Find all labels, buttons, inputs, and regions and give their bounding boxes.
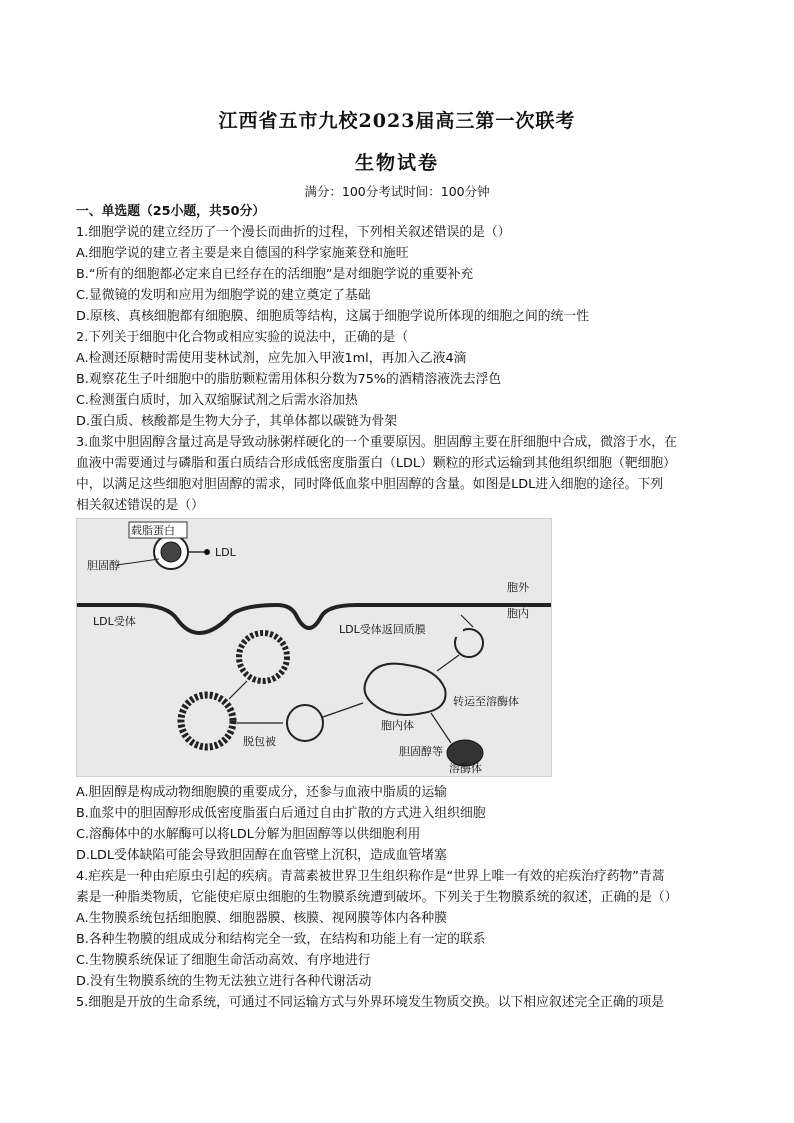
exam-title: 江西省五市九校2023届高三第一次联考 [218, 110, 576, 132]
score-time-info: 满分：100分考试时间：100分钟 [304, 184, 490, 199]
q4-stem-line: 4.疟疾是一种由疟原虫引起的疾病。青蒿素被世界卫生组织称作是“世界上唯一有效的疟疾治疗药物”青蒿 [76, 869, 665, 884]
inside-label: 胞内 [507, 607, 529, 620]
receptor-return-label: LDL受体返回质膜 [339, 623, 426, 636]
ldl-label: LDL [215, 546, 236, 559]
q4-option-d: D.没有生物膜系统的生物无法独立进行各种代谢活动 [76, 974, 372, 989]
q2-option-b: B.观察花生子叶细胞中的脂肪颗粒需用体积分数为75%的酒精溶液洗去浮色 [76, 372, 502, 387]
q2-option-c: C.检测蛋白质时，加入双缩脲试剂之后需水浴加热 [76, 393, 358, 408]
q3-option-c: C.溶酶体中的水解酶可以将LDL分解为胆固醇等以供细胞利用 [76, 827, 421, 842]
cholesterol-etc-label: 胆固醇等 [399, 745, 443, 758]
outside-label: 胞外 [507, 581, 529, 594]
q1-option-a: A.细胞学说的建立者主要是来自德国的科学家施莱登和施旺 [76, 246, 409, 261]
ldl-particle [117, 535, 210, 569]
to-lysosome-label: 转运至溶酶体 [453, 695, 519, 708]
section-heading: 一、单选题（25小题，共50分） [76, 204, 266, 219]
plasma-membrane [77, 605, 551, 633]
apoprotein-label: 载脂蛋白 [131, 524, 175, 537]
q1-option-b: B.“所有的细胞都必定来自已经存在的活细胞”是对细胞学说的重要补充 [76, 267, 474, 282]
ldl-pathway-figure [76, 518, 552, 777]
q4-option-b: B.各种生物膜的组成成分和结构完全一致，在结构和功能上有一定的联系 [76, 932, 486, 947]
subject-title: 生物试卷 [354, 152, 439, 174]
q2-option-a: A.检测还原糖时需使用斐林试剂，应先加入甲液1ml，再加入乙液4滴 [76, 351, 467, 366]
q2-stem: 2.下列关于细胞中化合物或相应实验的说法中，正确的是（ [76, 330, 409, 345]
cholesterol-label: 胆固醇 [87, 559, 120, 572]
ldl-receptor-label: LDL受体 [93, 615, 136, 628]
q4-option-a: A.生物膜系统包括细胞膜、细胞器膜、核膜、视网膜等体内各种膜 [76, 911, 447, 926]
q3-stem-line: 相关叙述错误的是（） [76, 498, 204, 513]
q3-stem-line: 中，以满足这些细胞对胆固醇的需求，同时降低血浆中胆固醇的含量。如图是LDL进入细胞的途径。下列 [76, 477, 664, 492]
q2-option-d: D.蛋白质、核酸都是生物大分子，其单体都以碳链为骨架 [76, 414, 398, 429]
q4-stem-line: 素是一种脂类物质，它能使疟原虫细胞的生物膜系统遭到破坏。下列关于生物膜系统的叙述，正确的是（） [76, 890, 678, 905]
lysosome-label: 溶酶体 [449, 762, 482, 775]
q3-stem-line: 3.血浆中胆固醇含量过高是导致动脉粥样硬化的一个重要原因。胆固醇主要在肝细胞中合成，微溶于水，在 [76, 435, 677, 450]
q3-stem-line: 血液中需要通过与磷脂和蛋白质结合形成低密度脂蛋白（LDL）颗粒的形式运输到其他组织细胞（靶细胞） [76, 456, 676, 471]
q5-stem: 5.细胞是开放的生命系统，可通过不同运输方式与外界环境发生物质交换。以下相应叙述完全正确的项是 [76, 995, 665, 1010]
q3-option-a: A.胆固醇是构成动物细胞膜的重要成分，还参与血液中脂质的运输 [76, 785, 447, 800]
q3-option-b: B.血浆中的胆固醇形成低密度脂蛋白后通过自由扩散的方式进入组织细胞 [76, 806, 486, 821]
q1-option-c: C.显微镜的发明和应用为细胞学说的建立奠定了基础 [76, 288, 371, 303]
q1-stem: 1.细胞学说的建立经历了一个漫长而曲折的过程，下列相关叙述错误的是（） [76, 225, 511, 240]
endosome [365, 664, 446, 715]
q1-option-d: D.原核、真核细胞都有细胞膜、细胞质等结构，这属于细胞学说所体现的细胞之间的统一性 [76, 309, 589, 324]
uncoat-label: 脱包被 [243, 735, 276, 748]
coated-vesicle [239, 633, 287, 681]
coated-vesicle [181, 695, 233, 747]
q4-option-c: C.生物膜系统保证了细胞生命活动高效、有序地进行 [76, 953, 371, 968]
q3-option-d: D.LDL受体缺陷可能会导致胆固醇在血管壁上沉积，造成血管堵塞 [76, 848, 447, 863]
endosome-label: 胞内体 [381, 719, 414, 732]
uncoated-vesicle [287, 705, 323, 741]
